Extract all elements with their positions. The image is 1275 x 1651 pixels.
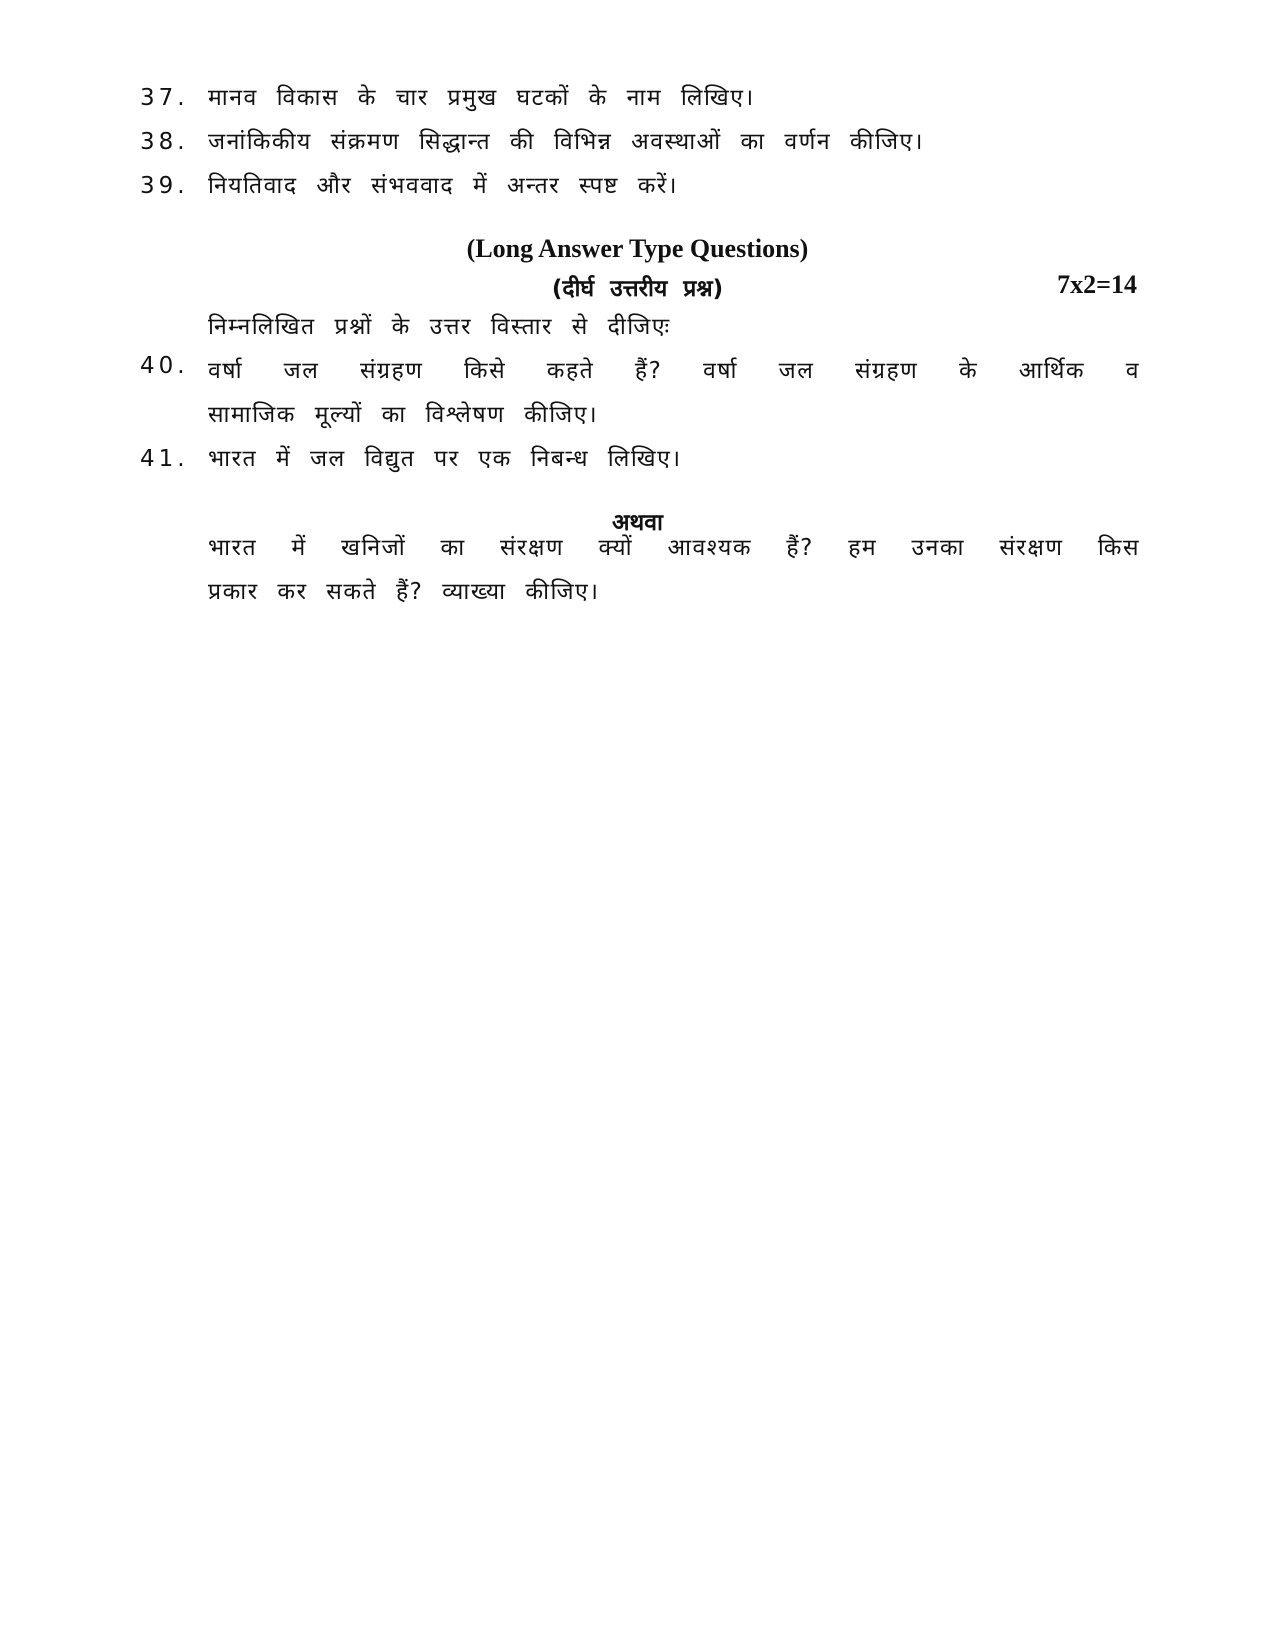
question-number: 37. [140,85,189,111]
question-number: 39. [140,173,189,199]
question-number: 41. [140,446,189,472]
section-instruction: निम्नलिखित प्रश्नों के उत्तर विस्तार से दीजिएः [208,314,671,340]
question-number: 40. [140,353,189,379]
question-text: जनांकिकीय संक्रमण सिद्धान्त की विभिन्न अवस्थाओं का वर्णन कीजिए। [208,129,924,155]
question-number: 38. [140,129,189,155]
or-label: अथवा [611,510,663,536]
question-text: मानव विकास के चार प्रमुख घटकों के नाम लिखिए। [208,85,755,111]
question-text: भारत में जल विद्युत पर एक निबन्ध लिखिए। [208,446,682,472]
section-heading-english: (Long Answer Type Questions) [466,234,809,263]
question-text: नियतिवाद और संभववाद में अन्तर स्पष्ट करें। [208,173,679,199]
question-41-alternative-line-1: भारत में खनिजों का संरक्षण क्यों आवश्यक हैं? हम उनका संरक्षण किस [208,535,1140,561]
question-40-line-2: सामाजिक मूल्यों का विश्लेषण कीजिए। [208,402,599,428]
section-marks: 7x2=14 [1057,270,1137,299]
question-41 [140,441,1140,473]
question-39 [140,168,1140,200]
section-heading-hindi: (दीर्घ उत्तरीय प्रश्न) [551,276,724,302]
question-40-line-1: वर्षा जल संग्रहण किसे कहते हैं? वर्षा जल संग्रहण के आर्थिक व [208,358,1140,384]
question-38 [140,124,1140,156]
question-37 [140,80,1140,112]
question-41-alternative-line-2: प्रकार कर सकते हैं? व्याख्या कीजिए। [208,579,600,605]
